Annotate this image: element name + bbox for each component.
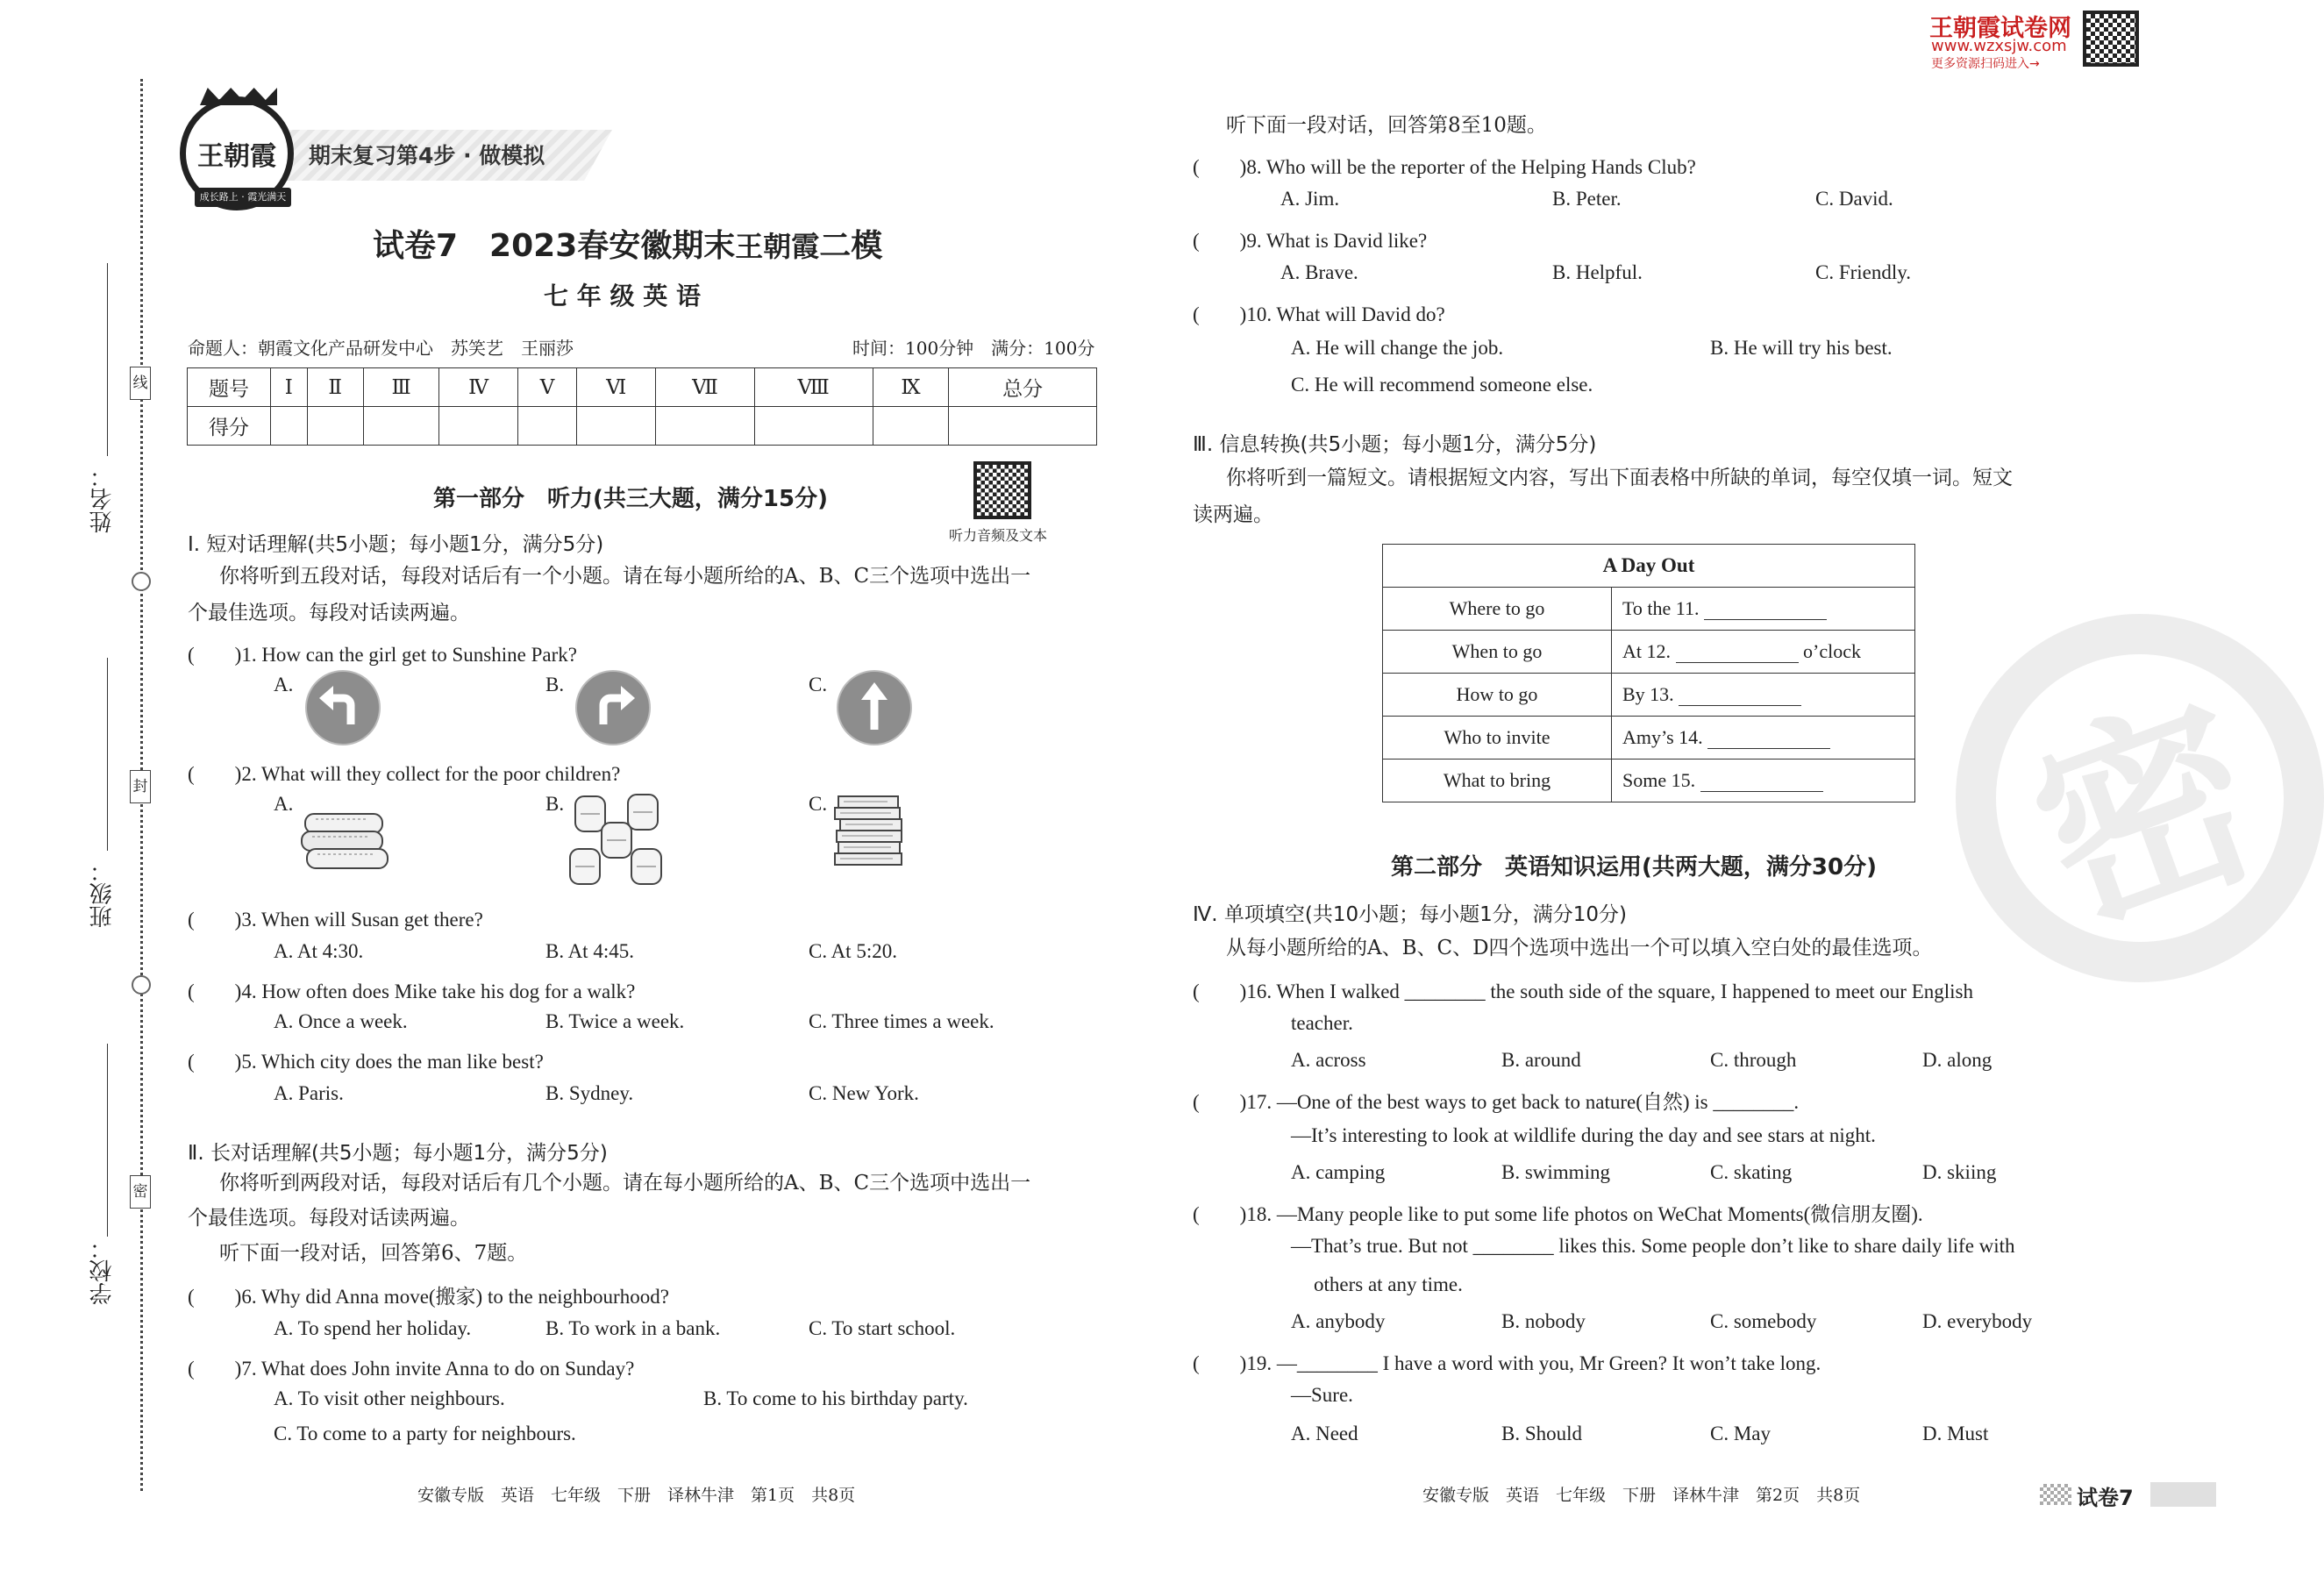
name-line[interactable] bbox=[107, 263, 108, 456]
table-row bbox=[1383, 674, 1915, 717]
binding-seal-mi: 密 bbox=[130, 1175, 151, 1209]
row-value-text: To the 11. bbox=[1622, 597, 1700, 619]
answer-blank-12[interactable] bbox=[1676, 643, 1799, 663]
score-col-7: Ⅶ bbox=[656, 368, 754, 407]
question-18-cont: others at any time. bbox=[1314, 1273, 1463, 1295]
question-16: ( )16. When I walked ________ the south side of the square, I happened to meet our English bbox=[1193, 981, 1973, 1002]
score-col-9: Ⅸ bbox=[873, 368, 949, 407]
q17-option-b[interactable]: B. swimming bbox=[1501, 1161, 1610, 1183]
q2-option-b[interactable]: B. bbox=[545, 793, 565, 815]
brand-logo-crown bbox=[200, 88, 277, 105]
brand-logo-text: 王朝霞 bbox=[197, 141, 276, 172]
q16-option-d[interactable]: D. along bbox=[1922, 1049, 1993, 1071]
site-hint: 更多资源扫码进入→ bbox=[1931, 57, 2040, 71]
sec2-title: Ⅱ. 长对话理解(共5小题；每小题1分，满分5分) bbox=[188, 1142, 608, 1165]
watermark-seal-text: 密 bbox=[2005, 663, 2287, 966]
sec3-instruction-2: 读两遍。 bbox=[1193, 503, 1273, 526]
q7-option-a[interactable]: A. To visit other neighbours. bbox=[274, 1387, 505, 1409]
question-5: ( )5. Which city does the man like best? bbox=[188, 1051, 544, 1073]
q18-option-c[interactable]: C. somebody bbox=[1710, 1310, 1817, 1332]
row-label: Where to go bbox=[1383, 588, 1612, 631]
turn-left-icon bbox=[305, 670, 381, 745]
binding-seal-xian: 线 bbox=[130, 367, 151, 400]
q10-option-a[interactable]: A. He will change the job. bbox=[1291, 337, 1504, 359]
day-out-title-row bbox=[1383, 545, 1915, 588]
table-row bbox=[1383, 717, 1915, 760]
row-label: What to bring bbox=[1383, 760, 1612, 802]
q5-option-a[interactable]: A. Paris. bbox=[274, 1082, 344, 1104]
q5-option-b[interactable]: B. Sydney. bbox=[545, 1082, 634, 1104]
row-value bbox=[1612, 717, 1915, 760]
q10-option-c[interactable]: C. He will recommend someone else. bbox=[1291, 374, 1593, 396]
q9-option-c[interactable]: C. Friendly. bbox=[1815, 261, 1912, 283]
school-line[interactable] bbox=[107, 1044, 108, 1237]
q2-option-a[interactable]: A. bbox=[274, 793, 294, 815]
part1-title: 第一部分 听力(共三大题，满分15分) bbox=[433, 486, 828, 512]
table-row bbox=[1383, 631, 1915, 674]
day-out-title: A Day Out bbox=[1383, 545, 1915, 588]
row-label: Who to invite bbox=[1383, 717, 1612, 760]
exam-title-main: 试卷7 2023春安徽期末 bbox=[373, 228, 736, 264]
sec4-instruction: 从每小题所给的A、B、C、D四个选项中选出一个可以填入空白处的最佳选项。 bbox=[1226, 937, 1933, 959]
q6-option-b[interactable]: B. To work in a bank. bbox=[545, 1317, 721, 1339]
score-cell[interactable] bbox=[754, 407, 873, 446]
site-title: 王朝霞试卷网 bbox=[1929, 15, 2071, 42]
sec3-title: Ⅲ. 信息转换(共5小题；每小题1分，满分5分) bbox=[1193, 433, 1597, 456]
question-2: ( )2. What will they collect for the poor children? bbox=[188, 763, 621, 785]
q7-option-c[interactable]: C. To come to a party for neighbours. bbox=[274, 1423, 576, 1444]
corner-tag: 试卷7 bbox=[2077, 1486, 2134, 1510]
name-label: 姓名： bbox=[89, 465, 116, 533]
exam-title-suffix: 二模 bbox=[819, 228, 883, 264]
table-row bbox=[1383, 588, 1915, 631]
row-value-text: Some 15. bbox=[1622, 769, 1696, 791]
answer-blank-14[interactable] bbox=[1707, 729, 1830, 749]
q2-option-c[interactable]: C. bbox=[809, 793, 828, 815]
class-line[interactable] bbox=[107, 658, 108, 851]
exam-title-brand: 王朝霞 bbox=[735, 230, 820, 263]
q1-option-b[interactable]: B. bbox=[545, 674, 565, 695]
day-out-table bbox=[1382, 544, 1915, 802]
question-17: ( )17. —One of the best ways to get back to nature(自然) is ________. bbox=[1193, 1091, 1800, 1113]
q6-option-a[interactable]: A. To spend her holiday. bbox=[274, 1317, 472, 1339]
q4-option-a[interactable]: A. Once a week. bbox=[274, 1010, 408, 1032]
q18-option-b[interactable]: B. nobody bbox=[1501, 1310, 1586, 1332]
sec1-instruction-2: 个最佳选项。每段对话读两遍。 bbox=[188, 602, 470, 624]
q3-option-b[interactable]: B. At 4:45. bbox=[545, 940, 634, 962]
row-label: How to go bbox=[1383, 674, 1612, 717]
row-value-text: Amy’s 14. bbox=[1622, 726, 1703, 748]
row-value-text: By 13. bbox=[1622, 683, 1674, 705]
score-cell[interactable] bbox=[517, 407, 577, 446]
brand-logo-ribbon: 成长路上 · 霞光满天 bbox=[195, 188, 291, 207]
score-col-3: Ⅲ bbox=[363, 368, 439, 407]
row-value bbox=[1612, 631, 1915, 674]
question-8: ( )8. Who will be the reporter of the Helping Hands Club? bbox=[1193, 156, 1696, 178]
score-col-8: Ⅷ bbox=[754, 368, 873, 407]
score-table bbox=[187, 367, 1097, 446]
q18-option-a[interactable]: A. anybody bbox=[1291, 1310, 1386, 1332]
left-footer: 安徽专版 英语 七年级 下册 译林牛津 第1页 共8页 bbox=[417, 1486, 856, 1505]
score-col-5: Ⅴ bbox=[517, 368, 577, 407]
exam-subtitle: 七 年 级 英 语 bbox=[544, 282, 701, 310]
q1-option-a[interactable]: A. bbox=[274, 674, 294, 695]
q3-option-c[interactable]: C. At 5:20. bbox=[809, 940, 897, 962]
books-icon bbox=[833, 793, 909, 874]
q8-option-b[interactable]: B. Peter. bbox=[1552, 188, 1622, 210]
question-1: ( )1. How can the girl get to Sunshine Park? bbox=[188, 644, 577, 666]
row-value bbox=[1612, 674, 1915, 717]
question-18-reply: —That’s true. But not ________ likes this. Some people don’t like to share daily life with bbox=[1291, 1235, 2015, 1257]
score-table-header-row bbox=[188, 368, 1097, 407]
score-cell[interactable] bbox=[656, 407, 754, 446]
answer-blank-15[interactable] bbox=[1700, 772, 1823, 792]
sec1-title: Ⅰ. 短对话理解(共5小题；每小题1分，满分5分) bbox=[188, 533, 604, 556]
q5-option-c[interactable]: C. New York. bbox=[809, 1082, 919, 1104]
score-cell[interactable] bbox=[271, 407, 308, 446]
question-3: ( )3. When will Susan get there? bbox=[188, 909, 483, 931]
exam-time-score: 时间：100分钟 满分：100分 bbox=[852, 338, 1095, 359]
q19-option-b[interactable]: B. Should bbox=[1501, 1423, 1583, 1444]
qr-caption: 听力音频及文本 bbox=[949, 527, 1048, 544]
sec4-title: Ⅳ. 单项填空(共10小题；每小题1分，满分10分) bbox=[1193, 903, 1627, 926]
q16-option-a[interactable]: A. across bbox=[1291, 1049, 1366, 1071]
sec2-instruction-2: 个最佳选项。每段对话读两遍。 bbox=[188, 1207, 470, 1230]
exam-title bbox=[373, 221, 882, 266]
corner-tag-dots bbox=[2040, 1484, 2071, 1505]
question-10: ( )10. What will David do? bbox=[1193, 303, 1445, 325]
watermark-seal bbox=[1956, 614, 2324, 982]
site-url[interactable]: www.wzxsjw.com bbox=[1931, 37, 2067, 55]
sub-instruction-8-10: 听下面一段对话，回答第8至10题。 bbox=[1226, 114, 1547, 137]
question-19-reply: —Sure. bbox=[1291, 1384, 1353, 1406]
q16-option-b[interactable]: B. around bbox=[1501, 1049, 1581, 1071]
question-7: ( )7. What does John invite Anna to do on Sunday? bbox=[188, 1358, 635, 1380]
sec2-subinstruction: 听下面一段对话，回答第6、7题。 bbox=[219, 1242, 528, 1265]
row-value bbox=[1612, 588, 1915, 631]
q7-option-b[interactable]: B. To come to his birthday party. bbox=[703, 1387, 968, 1409]
q18-option-d[interactable]: D. everybody bbox=[1922, 1310, 2033, 1332]
q19-option-c[interactable]: C. May bbox=[1710, 1423, 1771, 1444]
question-19: ( )19. —________ I have a word with you, Mr Green? It won’t take long. bbox=[1193, 1352, 1821, 1374]
question-9: ( )9. What is David like? bbox=[1193, 230, 1428, 252]
question-17-reply: —It’s interesting to look at wildlife during the day and see stars at night. bbox=[1291, 1124, 1876, 1146]
answer-blank-11[interactable] bbox=[1704, 600, 1827, 620]
right-footer: 安徽专版 英语 七年级 下册 译林牛津 第2页 共8页 bbox=[1422, 1486, 1861, 1505]
sec2-instruction-1: 你将听到两段对话，每段对话后有几个小题。请在每小题所给的A、B、C三个选项中选出一 bbox=[219, 1172, 1031, 1195]
site-qr-icon[interactable] bbox=[2083, 11, 2139, 67]
table-row bbox=[1383, 760, 1915, 802]
q19-option-d[interactable]: D. Must bbox=[1922, 1423, 1989, 1444]
exam-authors: 命题人：朝霞文化产品研发中心 苏笑艺 王丽莎 bbox=[188, 338, 574, 359]
turn-right-icon bbox=[575, 670, 651, 745]
q8-option-a[interactable]: A. Jim. bbox=[1280, 188, 1340, 210]
sec3-instruction-1: 你将听到一篇短文。请根据短文内容，写出下面表格中所缺的单词，每空仅填一词。短文 bbox=[1226, 467, 2013, 489]
score-col-4: Ⅳ bbox=[439, 368, 517, 407]
pencil-cases-icon bbox=[298, 807, 395, 877]
school-label: 学校： bbox=[89, 1237, 116, 1305]
score-cell[interactable] bbox=[439, 407, 517, 446]
q17-option-d[interactable]: D. skiing bbox=[1922, 1161, 1997, 1183]
score-cell[interactable] bbox=[577, 407, 656, 446]
score-cell[interactable] bbox=[873, 407, 949, 446]
question-18: ( )18. —Many people like to put some life photos on WeChat Moments(微信朋友圈). bbox=[1193, 1203, 1923, 1225]
class-label: 班级： bbox=[89, 859, 116, 928]
q6-option-c[interactable]: C. To start school. bbox=[809, 1317, 956, 1339]
q3-option-a[interactable]: A. At 4:30. bbox=[274, 940, 364, 962]
row-value-suffix: o’clock bbox=[1803, 640, 1861, 662]
q1-option-c[interactable]: C. bbox=[809, 674, 828, 695]
score-table-score-row bbox=[188, 407, 1097, 446]
answer-blank-13[interactable] bbox=[1679, 686, 1801, 706]
binding-dot-2 bbox=[132, 975, 151, 995]
go-straight-icon bbox=[837, 670, 912, 745]
sec1-instruction-1: 你将听到五段对话，每段对话后有一个小题。请在每小题所给的A、B、C三个选项中选出一 bbox=[219, 565, 1031, 588]
q16-option-c[interactable]: C. through bbox=[1710, 1049, 1797, 1071]
question-4: ( )4. How often does Mike take his dog for a walk? bbox=[188, 981, 636, 1002]
q17-option-c[interactable]: C. skating bbox=[1710, 1161, 1793, 1183]
score-col-total: 总分 bbox=[949, 368, 1097, 407]
part2-title: 第二部分 英语知识运用(共两大题，满分30分) bbox=[1391, 854, 1877, 881]
score-cell[interactable] bbox=[949, 407, 1097, 446]
q4-option-b[interactable]: B. Twice a week. bbox=[545, 1010, 685, 1032]
schoolbags-icon bbox=[567, 791, 668, 889]
row-value-text: At 12. bbox=[1622, 640, 1671, 662]
q19-option-a[interactable]: A. Need bbox=[1291, 1423, 1358, 1444]
q4-option-c[interactable]: C. Three times a week. bbox=[809, 1010, 994, 1032]
score-cell[interactable] bbox=[307, 407, 363, 446]
score-col-1: Ⅰ bbox=[271, 368, 308, 407]
q10-option-b[interactable]: B. He will try his best. bbox=[1710, 337, 1893, 359]
binding-dot-1 bbox=[132, 572, 151, 591]
q8-option-c[interactable]: C. David. bbox=[1815, 188, 1893, 210]
score-cell[interactable] bbox=[363, 407, 439, 446]
row-label: When to go bbox=[1383, 631, 1612, 674]
q17-option-a[interactable]: A. camping bbox=[1291, 1161, 1386, 1183]
score-col-2: Ⅱ bbox=[307, 368, 363, 407]
score-row-label: 得分 bbox=[188, 407, 271, 446]
brand-banner-text: 期末复习第4步 · 做模拟 bbox=[309, 143, 545, 168]
q9-option-a[interactable]: A. Brave. bbox=[1280, 261, 1358, 283]
question-6: ( )6. Why did Anna move(搬家) to the neighbourhood? bbox=[188, 1286, 669, 1308]
binding-seal-feng: 封 bbox=[130, 770, 151, 803]
corner-tag-bar bbox=[2150, 1482, 2216, 1507]
score-col-6: Ⅵ bbox=[577, 368, 656, 407]
score-col-label: 题号 bbox=[188, 368, 271, 407]
row-value bbox=[1612, 760, 1915, 802]
listening-qr-icon[interactable] bbox=[973, 461, 1031, 519]
q9-option-b[interactable]: B. Helpful. bbox=[1552, 261, 1643, 283]
question-16-cont: teacher. bbox=[1291, 1012, 1353, 1034]
